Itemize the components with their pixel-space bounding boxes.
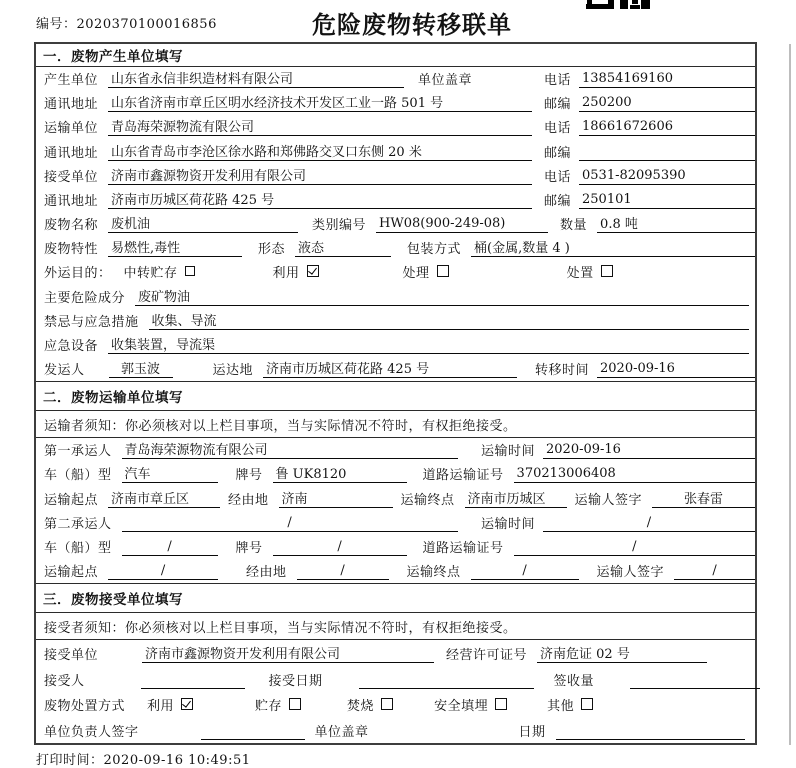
field-label: 应急设备 <box>44 338 99 354</box>
checkbox-label: 中转贮存 <box>123 266 178 282</box>
unit-seal-label: 单位盖章 <box>314 725 369 740</box>
field-value: 0531-82095390 <box>579 168 755 185</box>
field-label: 外运目的： <box>44 266 112 282</box>
checkbox-option <box>547 695 593 714</box>
print-time <box>36 749 251 768</box>
field-label: 经营许可证号 <box>446 647 528 663</box>
field-label: 接受单位 <box>44 169 99 185</box>
form-row-vehicle <box>36 462 755 486</box>
form-row-vehicle-2 <box>36 535 755 559</box>
serial-number <box>36 13 217 32</box>
section3-rows <box>36 640 755 743</box>
field-value: 13854169160 <box>579 71 755 88</box>
form-row-transporter <box>36 115 755 139</box>
form-row-receiver-address <box>36 188 755 212</box>
field-value: 济南市历城区 <box>465 488 567 508</box>
field-label: 包装方式 <box>407 242 462 258</box>
form-row-hazard-components <box>36 284 755 308</box>
checkbox-option <box>347 695 393 714</box>
field-label: 废物特性 <box>44 242 99 258</box>
checkbox-label: 其他 <box>547 699 575 715</box>
field-value: 液态 <box>295 237 391 257</box>
field-value: / <box>471 563 579 580</box>
checkbox-option <box>255 695 301 714</box>
checkbox-option <box>147 695 193 714</box>
checkbox-option <box>403 262 449 281</box>
field-label: 运输终点 <box>400 492 455 508</box>
field-label: 第一承运人 <box>44 444 112 460</box>
field-value: 郭玉波 <box>109 358 173 378</box>
field-value: / <box>297 563 389 580</box>
print-time-label: 打印时间： <box>36 753 104 768</box>
field-label: 第二承运人 <box>44 516 112 532</box>
field-label: 废物名称 <box>44 218 99 234</box>
form-row-producer <box>36 67 755 91</box>
field-label: 运输人签字 <box>596 565 665 581</box>
unit-seal-label: 单位盖章 <box>418 73 473 89</box>
field-label: 单位负责人签字 <box>44 725 139 740</box>
form-row-receiver <box>36 164 755 188</box>
checkbox-label: 处理 <box>402 266 430 282</box>
field-value: 易燃性,毒性 <box>108 237 242 257</box>
field-label: 电话 <box>543 169 571 185</box>
section1-title: 一．废物产生单位填写 <box>36 44 755 67</box>
checkbox-option <box>434 695 507 714</box>
form-row-disposal-method <box>36 692 755 718</box>
form-row-route <box>36 486 755 510</box>
field-label: 通讯地址 <box>44 97 99 113</box>
field-label: 道路运输证号 <box>422 540 504 556</box>
form-row-waste-name <box>36 212 755 236</box>
field-value: 济南市鑫源物资开发利用有限公司 <box>142 643 434 663</box>
field-label: 禁忌与应急措施 <box>44 314 139 330</box>
field-value: / <box>674 563 755 580</box>
form-row-responsible-signature <box>36 717 755 743</box>
print-time-value: 2020-09-16 10:49:51 <box>103 753 251 768</box>
field-label: 电话 <box>543 73 571 89</box>
form-row-shipper <box>36 357 755 381</box>
field-label: 主要危险成分 <box>44 290 126 306</box>
field-value: 青岛海荣源物流有限公司 <box>108 116 532 136</box>
form-row-waste-traits <box>36 236 755 260</box>
section2-rows <box>36 438 755 583</box>
serial-label: 编号： <box>36 17 77 32</box>
checkbox-label: 安全填埋 <box>434 699 489 715</box>
field-label: 签收量 <box>553 673 595 689</box>
field-label: 邮编 <box>543 193 571 209</box>
field-value <box>201 723 305 740</box>
field-label: 转移时间 <box>534 363 589 379</box>
field-value: / <box>122 515 458 532</box>
field-label: 经由地 <box>228 492 269 508</box>
field-label: 接受人 <box>44 673 85 689</box>
field-value: 山东省永信非织造材料有限公司 <box>108 68 404 88</box>
field-label: 产生单位 <box>44 73 99 89</box>
checkbox-option <box>273 262 319 281</box>
field-label: 牌号 <box>235 468 263 484</box>
field-value: 山东省青岛市李沧区徐水路和郑佛路交叉口东侧 20 米 <box>108 141 532 161</box>
field-value: 250200 <box>579 95 755 112</box>
field-label: 数量 <box>560 218 588 234</box>
checkbox-label: 利用 <box>272 266 300 282</box>
field-label: 通讯地址 <box>44 145 99 161</box>
field-label: 运输起点 <box>44 492 99 508</box>
field-label: 运输终点 <box>406 565 461 581</box>
form-row-route-2 <box>36 559 755 583</box>
checkbox-label: 贮存 <box>255 699 283 715</box>
field-label: 发运人 <box>44 363 85 379</box>
field-label: 车（船）型 <box>44 468 112 484</box>
field-value: / <box>122 539 218 556</box>
field-value: / <box>543 515 755 532</box>
field-label: 日期 <box>518 725 546 740</box>
field-value: 济南市章丘区 <box>108 488 220 508</box>
field-value: 废矿物油 <box>135 286 749 306</box>
checkbox-label: 焚烧 <box>347 699 375 715</box>
checkbox-label: 利用 <box>147 699 175 715</box>
field-value <box>556 723 745 740</box>
field-label: 电话 <box>543 121 571 137</box>
section2-title: 二．废物运输单位填写 <box>36 381 755 411</box>
form-row-accept-person <box>36 666 755 692</box>
checkbox-option <box>567 262 613 281</box>
field-label: 接受单位 <box>44 647 99 663</box>
field-label: 形态 <box>258 242 286 258</box>
field-value: 收集装置，导流渠 <box>108 334 749 354</box>
document-title: 危险废物转移联单 <box>312 11 512 39</box>
form-row-producer-address <box>36 91 755 115</box>
form-row-transporter-address <box>36 139 755 163</box>
field-label: 运输起点 <box>44 565 99 581</box>
field-value: 2020-09-16 <box>597 361 755 378</box>
field-value: 鲁 UK8120 <box>273 463 407 483</box>
checkbox <box>185 266 195 276</box>
field-label: 邮编 <box>543 97 571 113</box>
field-value <box>579 144 755 161</box>
field-value: 18661672606 <box>579 119 755 136</box>
field-label: 接受日期 <box>268 673 323 689</box>
field-value: 济南市历城区荷花路 425 号 <box>263 358 517 378</box>
field-value <box>359 672 534 689</box>
field-label: 运输时间 <box>480 516 535 532</box>
checkbox <box>181 698 193 710</box>
field-value: 济南市鑫源物资开发利用有限公司 <box>108 165 532 185</box>
field-label: 运输单位 <box>44 121 99 137</box>
checkbox <box>495 698 507 710</box>
form-row-first-carrier <box>36 438 755 462</box>
field-value: / <box>514 539 755 556</box>
form-row-emergency-equipment <box>36 333 755 357</box>
field-label: 车（船）型 <box>44 540 112 556</box>
field-value <box>141 672 245 689</box>
field-value: 张春雷 <box>652 488 755 508</box>
serial-value: 2020370100016856 <box>76 17 217 32</box>
field-value: 济南危证 02 号 <box>537 643 707 663</box>
field-value: 青岛海荣源物流有限公司 <box>122 439 458 459</box>
field-value: 桶(金属,数量 4 ) <box>471 237 755 257</box>
section2-notice: 运输者须知：你必须核对以上栏目事项，当与实际情况不符时，有权拒绝接受。 <box>36 411 755 438</box>
form-table <box>34 42 757 745</box>
field-label: 运达地 <box>212 363 254 379</box>
checkbox-option <box>124 262 195 281</box>
field-value: 370213006408 <box>514 466 755 483</box>
field-value: 0.8 吨 <box>597 213 755 233</box>
checkbox <box>307 265 319 277</box>
field-value: 收集、导流 <box>149 310 749 330</box>
section3-notice: 接受者须知：你必须核对以上栏目事项，当与实际情况不符时，有权拒绝接受。 <box>36 613 755 640</box>
form-row-emergency-measures <box>36 309 755 333</box>
form-row-second-carrier <box>36 511 755 535</box>
field-value <box>630 672 760 689</box>
checkbox <box>289 698 301 710</box>
field-label: 牌号 <box>235 540 263 556</box>
field-value: 汽车 <box>122 463 218 483</box>
checkbox <box>581 698 593 710</box>
field-label: 道路运输证号 <box>422 468 504 484</box>
field-value: HW08(900-249-08) <box>376 216 548 233</box>
field-label: 邮编 <box>543 145 571 161</box>
form-row-accept-unit <box>36 640 755 666</box>
checkbox-label: 处置 <box>566 266 594 282</box>
checkbox <box>437 265 449 277</box>
field-value: 济南市历城区荷花路 425 号 <box>108 189 532 209</box>
field-value: 济南 <box>279 488 393 508</box>
field-label: 运输人签字 <box>574 492 643 508</box>
field-label: 类别编号 <box>312 218 367 234</box>
field-value: / <box>108 563 218 580</box>
field-label: 经由地 <box>246 565 287 581</box>
checkbox <box>381 698 393 710</box>
field-label: 通讯地址 <box>44 193 99 209</box>
field-value: 废机油 <box>108 213 298 233</box>
field-value: 250101 <box>579 192 755 209</box>
checkbox <box>601 265 613 277</box>
field-label: 运输时间 <box>480 444 535 460</box>
field-value: 山东省济南市章丘区明水经济技术开发区工业一路 501 号 <box>108 92 532 112</box>
section3-title: 三．废物接受单位填写 <box>36 583 755 613</box>
form-row-transfer-purpose <box>36 260 755 284</box>
section1-rows <box>36 67 755 381</box>
field-value: / <box>273 539 407 556</box>
field-label: 废物处置方式 <box>44 699 126 715</box>
field-value: 2020-09-16 <box>543 442 755 459</box>
page-edge-line <box>789 44 791 745</box>
